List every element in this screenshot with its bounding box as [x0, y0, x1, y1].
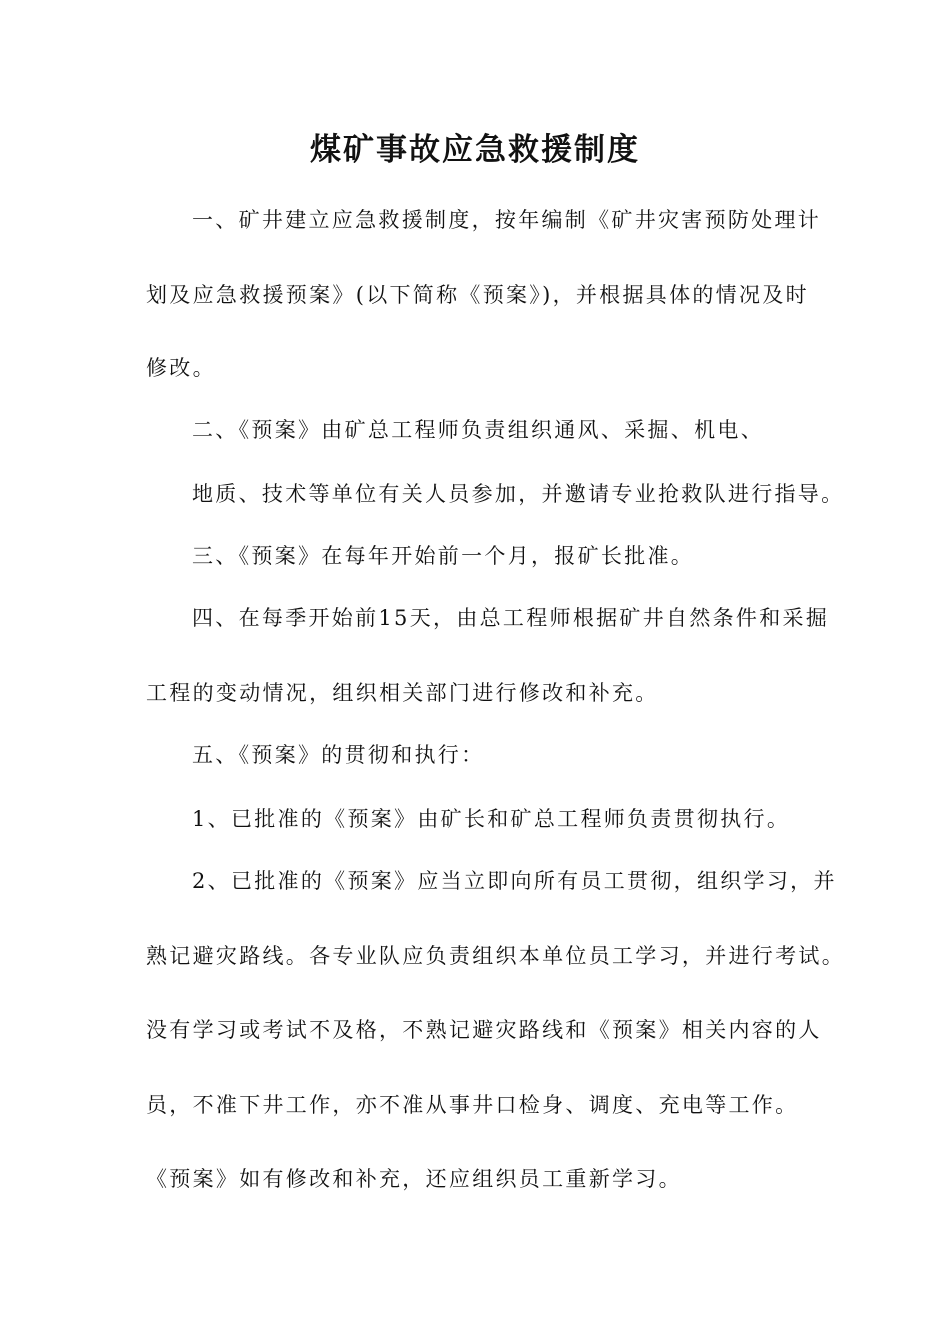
paragraph-line: 1、已批准的《预案》由矿长和矿总工程师负责贯彻执行。 [192, 807, 791, 831]
paragraph-line: 划及应急救援预案》(以下简称《预案》)，并根据具体的情况及时 [146, 283, 809, 307]
paragraph-line: 五、《预案》的贯彻和执行： [192, 743, 485, 767]
paragraph-line: 一、矿井建立应急救援制度，按年编制《矿井灾害预防处理计 [192, 208, 822, 232]
paragraph-line: 没有学习或考试不及格，不熟记避灾路线和《预案》相关内容的人 [146, 1018, 822, 1042]
paragraph-line: 《预案》如有修改和补充，还应组织员工重新学习。 [146, 1167, 682, 1191]
paragraph-line: 修改。 [146, 356, 216, 380]
paragraph-line: 四、在每季开始前15天，由总工程师根据矿井自然条件和采掘 [192, 606, 830, 630]
paragraph-line: 员，不准下井工作，亦不准从事井口检身、调度、充电等工作。 [146, 1093, 799, 1117]
paragraph-line: 二、《预案》由矿总工程师负责组织通风、采掘、机电、 [192, 418, 764, 442]
paragraph-line: 工程的变动情况，组织相关部门进行修改和补充。 [146, 681, 659, 705]
paragraph-line: 三、《预案》在每年开始前一个月，报矿长批准。 [192, 544, 695, 568]
document-title: 煤矿事故应急救援制度 [310, 132, 640, 168]
paragraph-line: 熟记避灾路线。各专业队应负责组织本单位员工学习，并进行考试。 [146, 944, 845, 968]
paragraph-line: 2、已批准的《预案》应当立即向所有员工贯彻，组织学习，并 [192, 869, 837, 893]
paragraph-line: 地质、技术等单位有关人员参加，并邀请专业抢救队进行指导。 [192, 482, 845, 506]
